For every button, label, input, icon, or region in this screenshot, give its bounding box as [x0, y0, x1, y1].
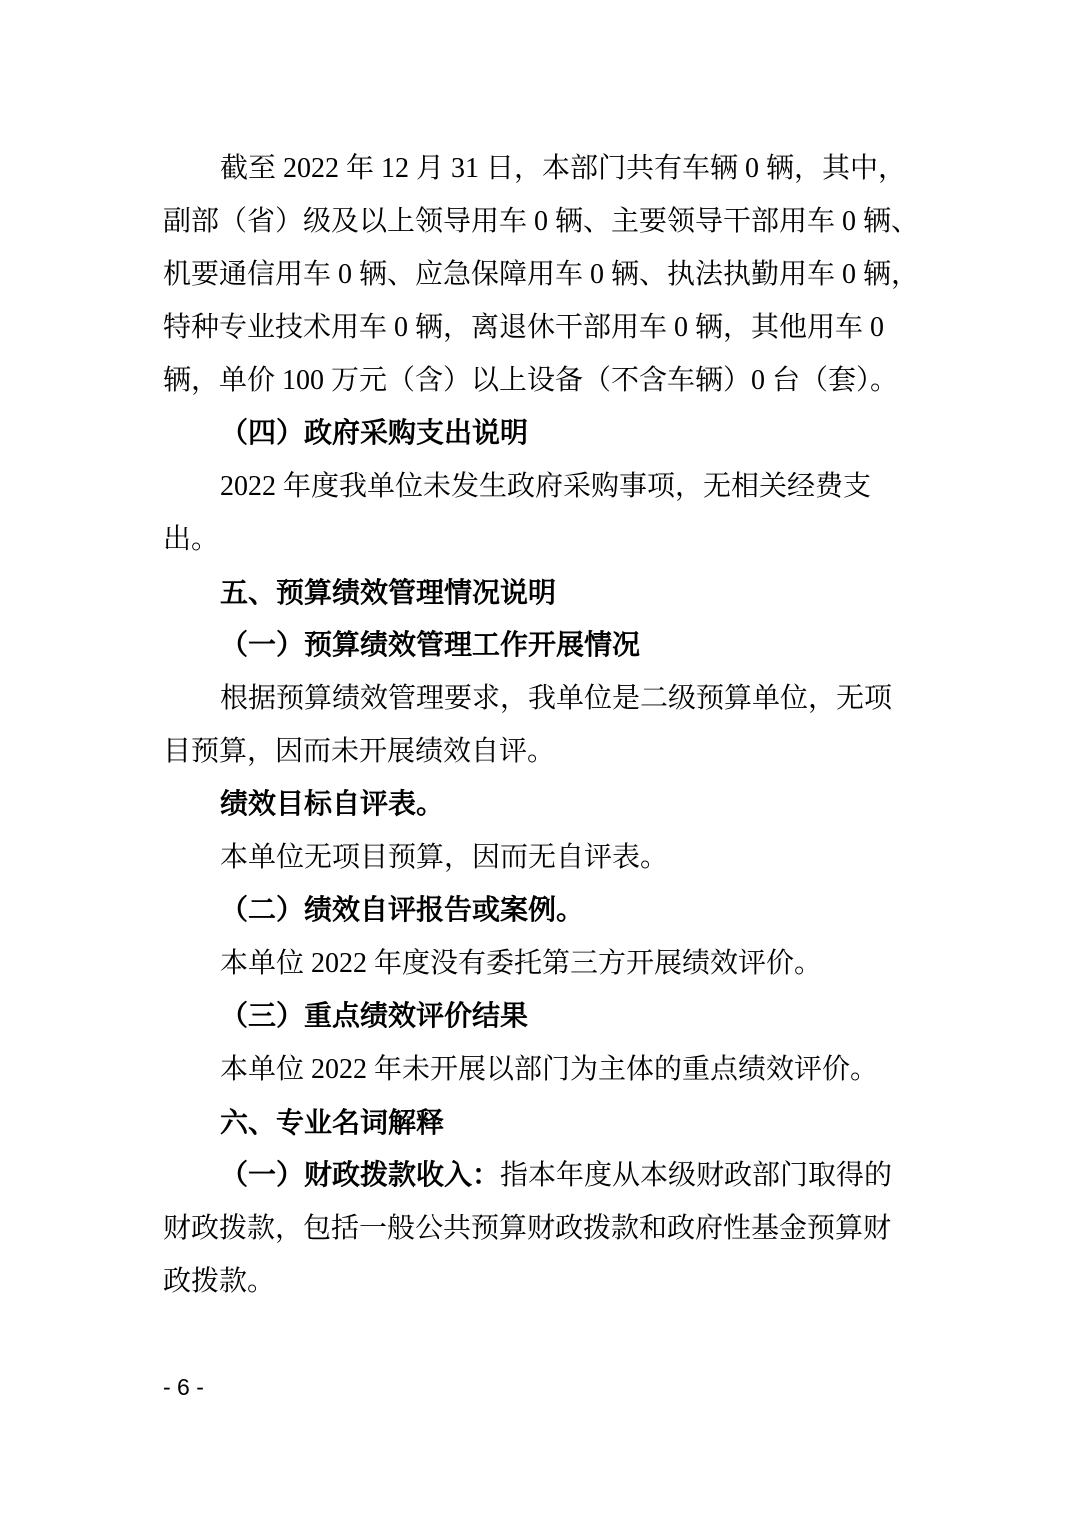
- paragraph-line: 本单位 2022 年未开展以部门为主体的重点绩效评价。: [220, 1054, 879, 1085]
- paragraph-line: 财政拨款，包括一般公共预算财政拨款和政府性基金预算财: [163, 1213, 892, 1244]
- document-body: [163, 142, 920, 1308]
- chapter-heading-terminology: 六、专业名词解释: [220, 1107, 445, 1138]
- paragraph-line-mixed: [163, 1149, 915, 1202]
- term-label-fiscal-appropriation: （一）财政拨款收入：: [220, 1160, 501, 1191]
- section-heading-gov-procurement: （四）政府采购支出说明: [220, 418, 529, 449]
- paragraph-line: 截至 2022 年 12 月 31 日，本部门共有车辆 0 辆，其中，: [220, 153, 907, 184]
- heading-self-eval-table: 绩效目标自评表。: [220, 789, 445, 820]
- section-heading-performance-work: （一）预算绩效管理工作开展情况: [220, 630, 641, 661]
- paragraph-line: 机要通信用车 0 辆、应急保障用车 0 辆、执法执勤用车 0 辆，: [163, 259, 920, 290]
- paragraph-line: 辆，单价 100 万元（含）以上设备（不含车辆）0 台（套）。: [163, 365, 899, 396]
- section-heading-self-eval-report: （二）绩效自评报告或案例。: [220, 895, 585, 926]
- chapter-heading-performance-management: 五、预算绩效管理情况说明: [220, 577, 557, 608]
- paragraph-line: 本单位 2022 年度没有委托第三方开展绩效评价。: [220, 948, 823, 979]
- paragraph-line: 政拨款。: [163, 1266, 276, 1297]
- paragraph-line: 副部（省）级及以上领导用车 0 辆、主要领导干部用车 0 辆、: [163, 206, 920, 237]
- section-heading-key-eval-results: （三）重点绩效评价结果: [220, 1001, 529, 1032]
- term-definition-start: 指本年度从本级财政部门取得的: [500, 1160, 893, 1191]
- paragraph-line: 出。: [163, 524, 220, 555]
- paragraph-line: 根据预算绩效管理要求，我单位是二级预算单位，无项: [220, 683, 893, 714]
- paragraph-line: 目预算，因而未开展绩效自评。: [163, 736, 556, 767]
- paragraph-line: 特种专业技术用车 0 辆，离退休干部用车 0 辆，其他用车 0: [163, 312, 885, 343]
- page-number: - 6 -: [163, 1374, 204, 1400]
- paragraph-line: 2022 年度我单位未发生政府采购事项，无相关经费支: [220, 471, 872, 502]
- paragraph-line: 本单位无项目预算，因而无自评表。: [220, 842, 669, 873]
